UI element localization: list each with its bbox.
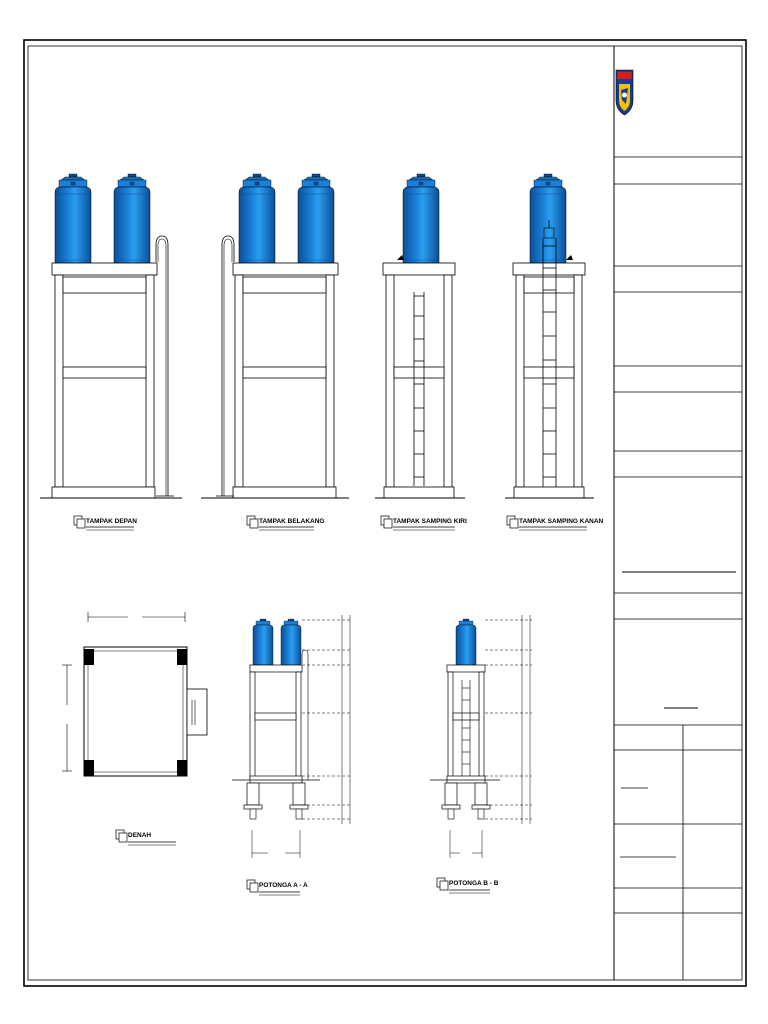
section-b bbox=[430, 615, 532, 858]
water-tank bbox=[281, 619, 301, 665]
label-section-b bbox=[437, 878, 499, 893]
view-title-plan: DENAH bbox=[128, 832, 152, 839]
water-tank bbox=[253, 619, 273, 665]
view-title-front: TAMPAK DEPAN bbox=[86, 518, 137, 525]
title-block bbox=[614, 46, 742, 980]
view-title-section-b: POTONGA B - B bbox=[449, 880, 499, 887]
view-title-back: TAMPAK BELAKANG bbox=[259, 518, 325, 525]
label-section-a bbox=[247, 880, 308, 895]
regional-emblem-icon bbox=[616, 70, 633, 115]
water-tank bbox=[55, 174, 91, 263]
water-tank bbox=[530, 174, 566, 263]
left-side-elevation bbox=[375, 174, 465, 498]
water-tank bbox=[403, 174, 439, 263]
water-tank bbox=[239, 174, 275, 263]
view-title-right-side: TAMPAK SAMPING KANAN bbox=[519, 518, 604, 525]
label-plan bbox=[116, 830, 176, 845]
label-back bbox=[247, 516, 324, 530]
view-title-left-side: TAMPAK SAMPING KIRI bbox=[393, 518, 467, 525]
right-side-elevation bbox=[505, 174, 594, 498]
label-right-side bbox=[507, 516, 604, 530]
view-title-section-a: POTONGA A - A bbox=[259, 882, 308, 889]
back-elevation bbox=[201, 174, 349, 498]
floor-plan bbox=[62, 612, 207, 776]
water-tank bbox=[114, 174, 150, 263]
label-left-side bbox=[381, 516, 467, 530]
section-a bbox=[232, 615, 352, 858]
water-tank bbox=[456, 619, 476, 665]
label-front bbox=[74, 516, 137, 530]
front-elevation bbox=[40, 174, 182, 498]
water-tank bbox=[298, 174, 334, 263]
